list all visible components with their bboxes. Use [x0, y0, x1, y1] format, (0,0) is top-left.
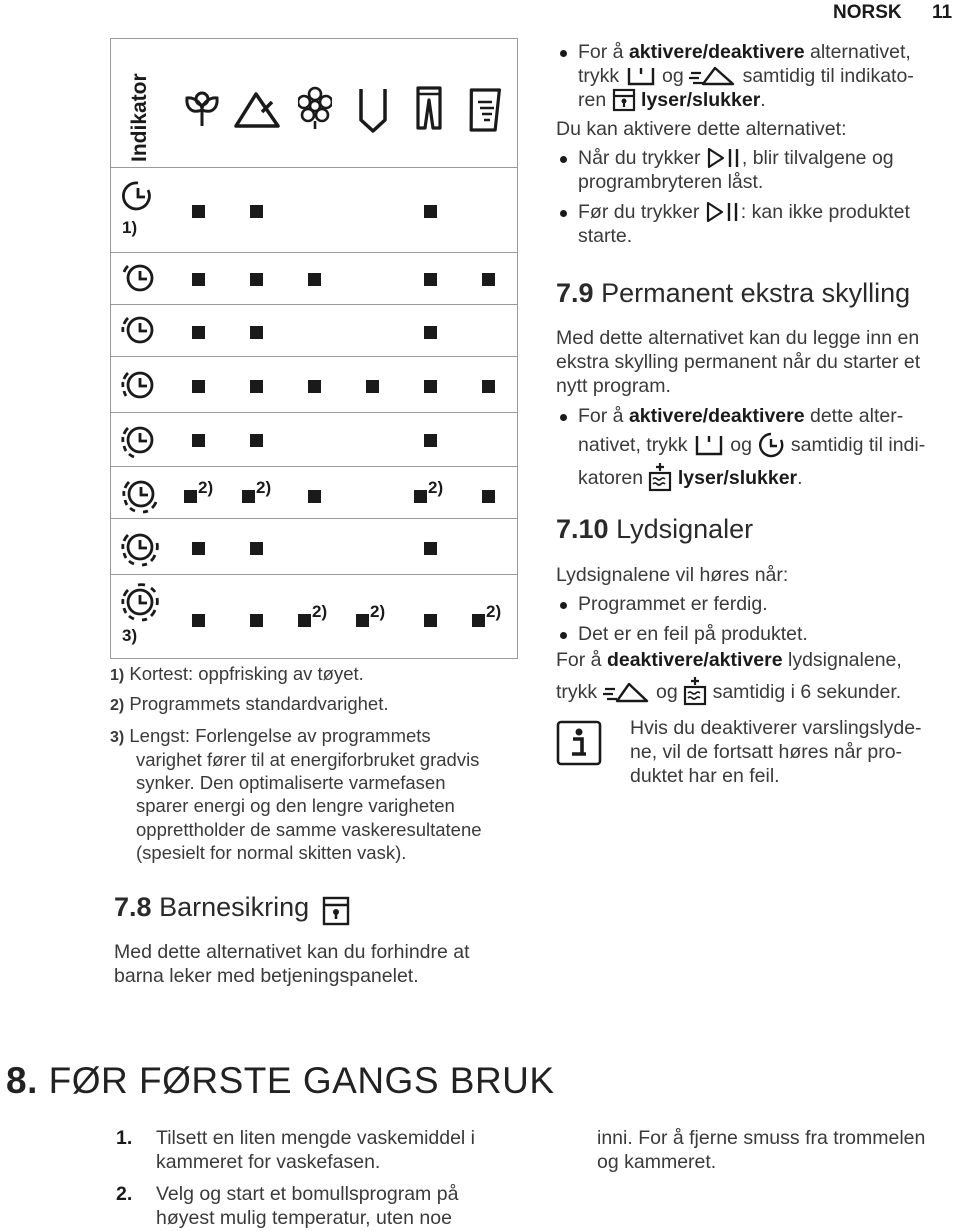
mark	[250, 434, 263, 447]
section-7-8-heading: 7.8 Barnesikring	[114, 892, 310, 922]
step-number: 1.	[116, 1127, 133, 1149]
child-lock-icon	[322, 896, 350, 926]
wool-icon	[358, 86, 388, 134]
info-text: Hvis du deaktiverer varslingslyde-	[630, 717, 922, 739]
mark	[482, 490, 495, 503]
step-text: Velg og start et bomullsprogram på	[156, 1183, 459, 1205]
step-continuation: inni. For å fjerne smuss fra trommelen	[597, 1127, 926, 1149]
rinse-instruction: For å aktivere/deaktivere dette alter-	[578, 405, 904, 427]
footnote-3-line: (spesielt for normal skitten vask).	[136, 842, 407, 863]
mark	[424, 542, 437, 555]
start-pause-icon	[706, 146, 742, 168]
time-save-short-icon	[120, 178, 156, 214]
mark	[192, 205, 205, 218]
mark	[192, 542, 205, 555]
section-7-9-text: ekstra skylling permanent når du starter et	[556, 351, 921, 373]
bullet	[560, 414, 567, 421]
time-save-level-3-icon	[120, 366, 160, 404]
page-number: 11	[932, 2, 953, 23]
temperature-button-icon	[693, 433, 725, 455]
mark	[250, 205, 263, 218]
section-7-9-text: nytt program.	[556, 375, 671, 397]
footnote-1: 1) Kortest: oppfrisking av tøyet.	[110, 663, 364, 684]
mark	[414, 490, 427, 503]
mark	[424, 380, 437, 393]
mark	[250, 614, 263, 627]
extra-rinse-icon	[683, 676, 707, 704]
time-save-long-icon	[118, 580, 162, 624]
section-7-9-text: Med dette alternativet kan du legge inn en	[556, 327, 920, 349]
time-save-icon	[757, 432, 785, 456]
mark	[242, 490, 255, 503]
info-text: duktet har en feil.	[630, 765, 780, 787]
temperature-button-icon	[625, 65, 657, 85]
mark	[192, 273, 205, 286]
mark	[192, 614, 205, 627]
activate-intro: Du kan aktivere dette alternativet:	[556, 118, 847, 140]
sound-instruction-line: trykk og samtidig i 6 sekunder.	[556, 676, 901, 704]
footnote-mark-2: 2)	[312, 602, 328, 621]
bullet	[560, 602, 567, 609]
spin-button-icon	[689, 65, 737, 85]
sub-bullet-2: Før du trykker : kan ikke produktet	[578, 201, 910, 223]
delicates-icon	[298, 86, 332, 130]
section-7-10-heading: 7.10 Lydsignaler	[556, 514, 754, 544]
bullet	[560, 156, 567, 163]
footnote-mark-1: 1)	[122, 218, 138, 237]
sport-icon	[468, 84, 504, 134]
footnote-3-line: sparer energi og den lengre varigheten	[136, 795, 455, 816]
indicator-table	[110, 38, 518, 658]
bullet	[560, 50, 567, 57]
mark	[308, 273, 321, 286]
mark	[308, 490, 321, 503]
bullet	[560, 632, 567, 639]
footnote-2: 2) Programmets standardvarighet.	[110, 693, 389, 714]
spin-button-icon	[603, 680, 651, 702]
step-number: 2.	[116, 1183, 133, 1205]
footnote-3-line: varighet fører til at energiforbruket gradvis	[136, 749, 480, 770]
mark	[424, 273, 437, 286]
mark	[424, 614, 437, 627]
mark	[482, 380, 495, 393]
rinse-instruction-line: nativet, trykk og samtidig til indi-	[578, 434, 926, 456]
time-save-level-6-icon	[118, 526, 162, 568]
mark	[250, 326, 263, 339]
sound-item: Det er en feil på produktet.	[578, 623, 808, 645]
info-icon	[556, 720, 602, 766]
footnote-mark-2: 2)	[198, 478, 214, 497]
mark	[356, 614, 369, 627]
section-7-8-text: barna leker med betjeningspanelet.	[114, 965, 419, 987]
section-7-8-text: Med dette alternativet kan du forhindre at	[114, 941, 470, 963]
child-lock-instruction: For å aktivere/deaktivere alternativet,	[578, 41, 911, 63]
step-text: Tilsett en liten mengde vaskemiddel i	[156, 1127, 476, 1149]
mark	[424, 326, 437, 339]
mark	[482, 273, 495, 286]
indicator-heading: Indikator	[128, 73, 151, 162]
mark	[298, 614, 311, 627]
footnote-mark-3: 3)	[122, 626, 138, 645]
mark	[424, 205, 437, 218]
info-text: ne, vil de fortsatt høres når pro-	[630, 741, 903, 763]
sub-bullet-2-line: starte.	[578, 225, 633, 247]
mark	[250, 542, 263, 555]
header-language: NORSK	[833, 2, 902, 23]
sub-bullet-1: Når du trykker , blir tilvalgene og	[578, 147, 894, 169]
time-save-level-4-icon	[120, 420, 160, 460]
time-save-level-2-icon	[120, 312, 160, 348]
extra-rinse-icon	[648, 462, 672, 490]
child-lock-instruction-line: trykk og samtidig til indikato-	[578, 65, 914, 87]
rinse-instruction-line: katoren lyser/slukker.	[578, 462, 803, 490]
step-text: kammeret for vaskefasen.	[156, 1151, 381, 1173]
sound-item: Programmet er ferdig.	[578, 593, 768, 615]
footnote-mark-2: 2)	[256, 478, 272, 497]
footnote-mark-2: 2)	[428, 478, 444, 497]
bullet	[560, 210, 567, 217]
footnote-3-line: opprettholder de samme vaskeresultatene	[136, 819, 482, 840]
child-lock-instruction-line: ren lyser/slukker.	[578, 89, 766, 111]
mark	[184, 490, 197, 503]
footnote-mark-2: 2)	[370, 602, 386, 621]
mark	[366, 380, 379, 393]
mark	[192, 434, 205, 447]
mark	[472, 614, 485, 627]
sound-instruction: For å deaktivere/aktivere lydsignalene,	[556, 649, 902, 671]
child-lock-icon	[612, 88, 636, 110]
mark	[424, 434, 437, 447]
sub-bullet-1-line: programbryteren låst.	[578, 171, 764, 193]
footnote-3: 3) Lengst: Forlengelse av programmets	[110, 725, 431, 746]
start-pause-icon	[705, 200, 741, 222]
footnote-mark-2: 2)	[486, 602, 502, 621]
section-7-9-heading: 7.9 Permanent ekstra skylling	[556, 278, 911, 308]
step-text: høyest mulig temperatur, uten noe	[156, 1207, 452, 1229]
time-save-level-5-icon	[120, 474, 162, 514]
sound-intro: Lydsignalene vil høres når:	[556, 564, 789, 586]
mark	[192, 326, 205, 339]
mark	[192, 380, 205, 393]
time-save-level-1-icon	[120, 260, 160, 296]
mark	[250, 380, 263, 393]
cotton-icon	[182, 88, 222, 130]
mark	[308, 380, 321, 393]
jeans-icon	[414, 84, 444, 132]
synthetics-icon	[232, 88, 282, 130]
step-continuation: og kammeret.	[597, 1151, 717, 1173]
footnote-3-line: synker. Den optimaliserte varmefasen	[136, 772, 446, 793]
section-8-heading: 8. FØR FØRSTE GANGS BRUK	[6, 1060, 555, 1101]
mark	[250, 273, 263, 286]
